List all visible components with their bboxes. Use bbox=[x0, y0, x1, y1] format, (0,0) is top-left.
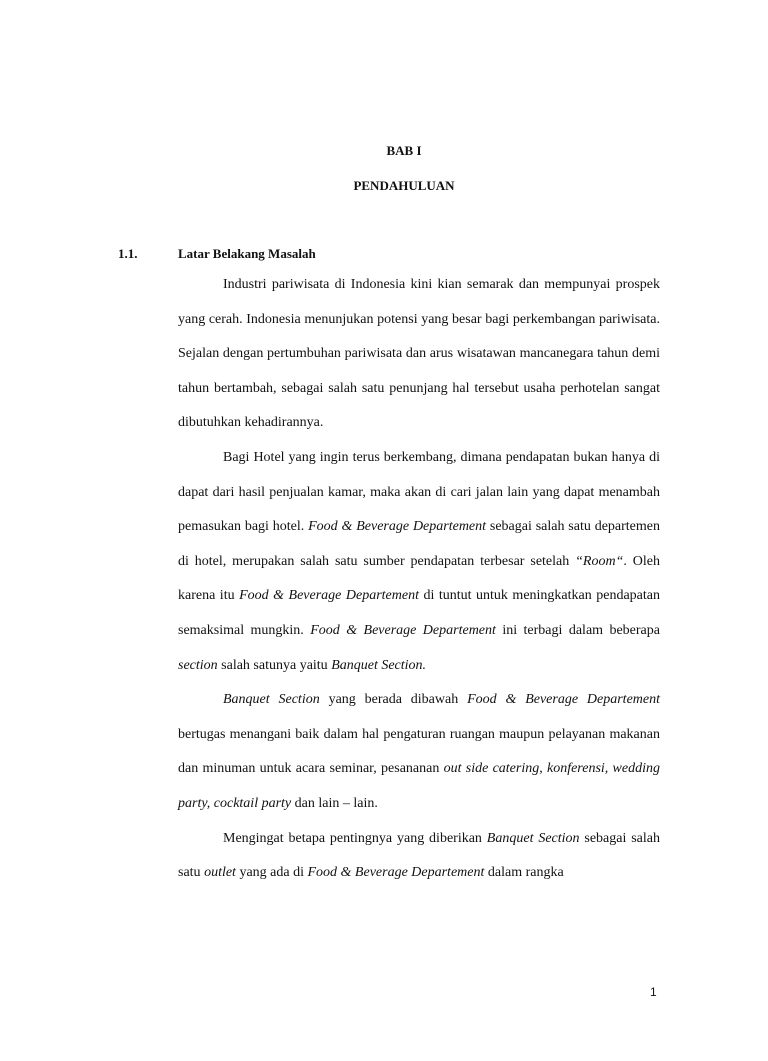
italic-term: Food & Beverage Departement bbox=[307, 865, 485, 881]
italic-term: Banquet Section. bbox=[331, 657, 427, 673]
paragraph-1 bbox=[178, 268, 660, 441]
italic-term: Food & Beverage Departement bbox=[467, 692, 660, 708]
italic-term: konferensi, wedding party, cocktail party bbox=[178, 761, 660, 811]
text-run: yang berada dibawah bbox=[319, 692, 468, 708]
text-run: . Oleh karena itu bbox=[178, 553, 660, 604]
chapter-title: PENDAHULUAN bbox=[353, 178, 455, 193]
italic-term: Banquet Section bbox=[486, 830, 580, 846]
italic-term: Banquet Section bbox=[223, 692, 320, 708]
section-heading bbox=[118, 246, 316, 262]
italic-term: “Room“ bbox=[575, 553, 624, 569]
text-run: sebagai salah satu departemen di hotel, merupakan salah satu sumber pendapatan terbesar setelah bbox=[178, 519, 660, 569]
section-number: 1.1. bbox=[118, 246, 138, 261]
text-run: Bagi Hotel yang ingin terus berkembang, dimana pendapatan bukan hanya di dapat dari hasil penjualan kamar, maka akan di cari jalan lain yang dapat menambah pemasukan bagi hotel. bbox=[178, 449, 660, 535]
paragraph-4 bbox=[178, 822, 660, 891]
italic-term: Food & Beverage Departement bbox=[308, 519, 487, 535]
body-text bbox=[178, 268, 660, 891]
text-run: sebagai salah satu bbox=[178, 830, 660, 881]
text-run: di tuntut untuk meningkatkan pendapatan semaksimal mungkin. bbox=[178, 588, 660, 638]
paragraph-2 bbox=[178, 441, 660, 683]
italic-term: out side catering bbox=[443, 761, 540, 777]
text-run: bertugas menangani baik dalam hal pengaturan ruangan maupun pelayanan makanan dan minuman untuk acara seminar, pesananan bbox=[178, 726, 660, 777]
section-title: Latar Belakang Masalah bbox=[178, 246, 316, 261]
text-run: Industri pariwisata di Indonesia kini kian semarak dan mempunyai prospek yang cerah. Indonesia menunjukan potensi yang besar bagi perkembangan pariwisata. Sejalan dengan pertumbuhan pariwisata dan arus wisatawan mancanegara tahun demi tahun bertambah, sebagai salah satu penunjang hal tersebut usaha perhotelan sangat dibutuhkan kehadirannya. bbox=[178, 277, 660, 431]
text-run: dan lain – lain. bbox=[291, 795, 378, 811]
text-run: , bbox=[539, 761, 547, 777]
italic-term: section bbox=[178, 657, 218, 673]
text-run: dalam rangka bbox=[484, 865, 564, 881]
text-run: salah satunya yaitu bbox=[217, 657, 332, 673]
text-run: ini terbagi dalam beberapa bbox=[495, 622, 660, 638]
text-run: yang ada di bbox=[235, 865, 308, 881]
page-number: 1 bbox=[650, 985, 657, 999]
chapter-label: BAB I bbox=[386, 143, 422, 158]
italic-term: Food & Beverage Departement bbox=[310, 622, 496, 638]
italic-term: outlet bbox=[204, 865, 236, 881]
italic-term: Food & Beverage Departement bbox=[239, 588, 419, 604]
paragraph-3 bbox=[178, 683, 660, 821]
text-run: Mengingat betapa pentingnya yang diberikan bbox=[223, 830, 487, 846]
